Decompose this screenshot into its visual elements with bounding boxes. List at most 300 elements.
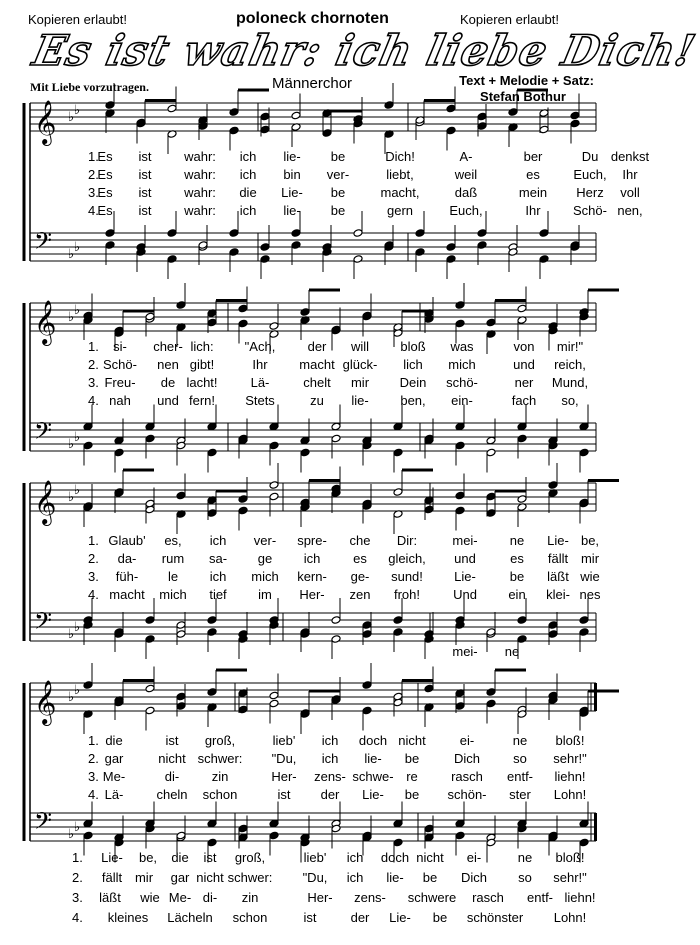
note-head — [539, 255, 549, 264]
lyric-syllable: ist — [138, 203, 152, 218]
note-head — [455, 319, 465, 328]
lyric-syllable: be — [404, 787, 420, 802]
lyric-syllable: reich, — [554, 357, 586, 372]
lyric-line-verse-4 — [70, 586, 601, 604]
lyric-syllable: ver- — [253, 533, 277, 548]
lyric-syllable: kern- — [297, 569, 327, 584]
note-head — [291, 229, 301, 238]
lyric-syllable: der — [307, 339, 327, 354]
note-head — [517, 635, 527, 644]
lyric-syllable: ne — [509, 533, 525, 548]
note-head — [229, 108, 239, 117]
lyric-syllable: wie — [580, 569, 600, 584]
lyric-syllable: wahr: — [184, 203, 216, 218]
lyric-syllable: Ihr — [525, 203, 541, 218]
lyric-syllable: ich — [209, 533, 227, 548]
lyric-syllable: ich — [346, 870, 364, 885]
key-flat: ♭ — [68, 310, 75, 325]
lyric-syllable: Stets — [245, 393, 275, 408]
lyric-syllable: ist — [165, 733, 179, 748]
lyric-syllable: be — [509, 569, 525, 584]
lyric-syllable: schon — [202, 787, 238, 802]
note-head — [238, 304, 248, 313]
lyric-syllable: bloß — [400, 339, 426, 354]
lyric-syllable: froh! — [393, 587, 421, 602]
author-name: Stefan Bothur — [480, 89, 566, 104]
note-head — [393, 838, 403, 847]
note-head — [362, 621, 372, 630]
note-head — [105, 229, 115, 238]
lyric-syllable: lacht! — [186, 375, 218, 390]
lyric-syllable: mir — [350, 375, 370, 390]
lyric-syllable: lie- — [386, 870, 404, 885]
note-head — [269, 691, 279, 700]
key-flat: ♭ — [68, 110, 75, 125]
lyric-syllable: lich: — [190, 339, 214, 354]
lyric-syllable: fach — [511, 393, 537, 408]
note-head — [393, 488, 403, 497]
lyric-syllable: de — [160, 375, 176, 390]
lyric-syllable: denkst — [610, 149, 650, 164]
lyric-syllable: "Du, — [271, 751, 297, 766]
lyric-syllable: kleines — [107, 910, 149, 925]
lyric-syllable: che — [349, 533, 371, 548]
lyric-syllable: macht, — [380, 185, 420, 200]
note-head — [229, 229, 239, 238]
lyric-syllable: nicht — [158, 751, 186, 766]
lyric-syllable: schö- — [446, 375, 478, 390]
lyric-syllable: Es — [97, 185, 113, 200]
lyric-syllable: be — [330, 185, 346, 200]
note-head — [424, 833, 434, 842]
lyric-syllable: Lie- — [389, 910, 411, 925]
lyric-syllable: nen, — [617, 203, 643, 218]
note-head — [269, 481, 279, 490]
lyric-syllable: läßt — [547, 569, 569, 584]
song-title: Es ist wahr: ich liebe Dich! — [28, 26, 700, 75]
note-head — [83, 819, 93, 828]
note-head — [269, 831, 279, 840]
lyric-syllable: ich — [321, 733, 339, 748]
bass-lyric-line-verse-3 — [70, 888, 595, 908]
lyric-syllable: nes — [579, 587, 601, 602]
note-head — [331, 422, 341, 431]
note-head — [238, 824, 248, 833]
lyric-syllable: lie- — [351, 393, 369, 408]
note-head — [579, 838, 589, 847]
lyric-syllable: die — [239, 185, 257, 200]
lyric-syllable: A- — [459, 149, 473, 164]
lyric-syllable: Euch, — [449, 203, 483, 218]
bass-lyric-line-verse-4 — [70, 908, 595, 928]
lyric-syllable: 2. — [72, 870, 83, 885]
lyric-syllable: be — [330, 203, 346, 218]
lyric-line-verse-2 — [70, 356, 595, 374]
lyric-syllable: weil — [454, 167, 478, 182]
lyric-syllable: lieb' — [272, 733, 296, 748]
lyric-syllable: es — [510, 551, 524, 566]
note-head — [384, 101, 394, 110]
bass-clef: 𝄢 — [34, 807, 53, 840]
note-head — [393, 628, 403, 637]
lyric-line-verse-2 — [70, 166, 638, 184]
lyric-syllable: lich — [403, 357, 423, 372]
lyric-syllable: Und — [453, 587, 477, 602]
lyric-line-verse-2 — [70, 550, 600, 568]
lyric-syllable: ist — [303, 910, 317, 925]
lyric-syllable: klei- — [546, 587, 570, 602]
note-head — [269, 422, 279, 431]
note-head — [508, 108, 518, 117]
lyric-syllable: be, — [580, 533, 600, 548]
lyric-syllable: schwere — [407, 890, 457, 905]
lyric-syllable: ner — [514, 375, 534, 390]
lyric-syllable: "Du, — [302, 870, 328, 885]
note-head — [331, 635, 341, 644]
lyric-syllable: be, — [138, 850, 158, 865]
key-flat: ♭ — [68, 627, 75, 642]
note-head — [424, 684, 434, 693]
note-head — [238, 319, 248, 328]
note-head — [322, 129, 332, 138]
lyric-syllable: nicht — [416, 850, 444, 865]
note-head — [579, 422, 589, 431]
note-head — [486, 448, 496, 457]
treble-clef: 𝄞 — [34, 100, 57, 144]
note-head — [238, 833, 248, 842]
note-head — [105, 101, 115, 110]
lyric-syllable: daß — [454, 185, 478, 200]
lyric-syllable: Dich — [460, 870, 488, 885]
note-head — [517, 616, 527, 625]
note-head — [517, 304, 527, 313]
note-head — [145, 684, 155, 693]
lyric-syllable: der — [350, 910, 370, 925]
note-head — [446, 104, 456, 113]
note-head — [477, 241, 487, 250]
note-head — [207, 616, 217, 625]
lyric-line-verse-4 — [70, 202, 643, 220]
lyric-syllable: liebt, — [386, 167, 414, 182]
lyric-syllable: bloß! — [555, 733, 585, 748]
lyric-syllable: mich — [448, 357, 476, 372]
lyric-syllable: will — [350, 339, 370, 354]
note-head — [455, 831, 465, 840]
lyric-syllable: 2. — [88, 551, 99, 566]
note-head — [83, 681, 93, 690]
note-head — [207, 318, 217, 327]
lyric-syllable: sehr!" — [553, 751, 587, 766]
lyric-line-verse-1 — [70, 732, 595, 750]
key-flat: ♭ — [74, 303, 81, 318]
lyric-syllable: Herz — [576, 185, 604, 200]
lyric-syllable: nicht — [196, 870, 224, 885]
note-head — [570, 111, 580, 120]
lyric-syllable: 1. — [88, 149, 99, 164]
lyric-syllable: Euch, — [573, 167, 607, 182]
lyric-syllable: ber — [523, 149, 543, 164]
note-head — [477, 229, 487, 238]
note-head — [291, 241, 301, 250]
note-head — [486, 318, 496, 327]
lyric-syllable: füh- — [115, 569, 139, 584]
lyric-syllable: so — [513, 751, 527, 766]
lyric-syllable: Lohn! — [553, 910, 587, 925]
note-head — [539, 229, 549, 238]
lyric-syllable: mir — [580, 551, 600, 566]
lyric-syllable: groß, — [204, 733, 236, 748]
lyric-syllable: spre- — [297, 533, 327, 548]
lyric-syllable: da- — [117, 551, 137, 566]
lyric-syllable: ster — [509, 787, 531, 802]
lyric-line-verse-3 — [70, 184, 640, 202]
note-head — [145, 434, 155, 443]
lyric-syllable: Es — [97, 167, 113, 182]
note-head — [393, 616, 403, 625]
lyric-line-verse-3 — [70, 374, 595, 392]
key-flat: ♭ — [74, 620, 81, 635]
note-head — [579, 616, 589, 625]
note-head — [145, 635, 155, 644]
lyric-syllable: Es — [97, 203, 113, 218]
note-head — [105, 241, 115, 250]
note-head — [176, 692, 186, 701]
lyric-line-verse-4 — [70, 392, 595, 410]
lyric-syllable: ich — [209, 569, 227, 584]
lyric-line-verse-1 — [70, 532, 600, 550]
lyric-syllable: fällt — [547, 551, 569, 566]
lyric-syllable: wahr: — [184, 149, 216, 164]
lyric-syllable: ein — [508, 587, 526, 602]
lyric-syllable: 1. — [72, 850, 83, 865]
note-head — [393, 692, 403, 701]
lyric-syllable: le — [167, 569, 179, 584]
lyric-line-verse-2 — [70, 750, 595, 768]
key-flat: ♭ — [68, 247, 75, 262]
lyric-syllable: sa- — [208, 551, 228, 566]
note-head — [207, 422, 217, 431]
lyric-syllable: es, — [164, 533, 182, 548]
lyric-syllable: Her- — [271, 769, 297, 784]
note-head — [269, 699, 279, 708]
lyric-syllable: schwer: — [197, 751, 243, 766]
lyric-syllable: mich — [251, 569, 279, 584]
lyric-syllable: und — [157, 393, 179, 408]
lyric-syllable: 2. — [88, 167, 99, 182]
lyric-syllable: im — [258, 587, 272, 602]
treble-clef: 𝄞 — [34, 480, 57, 524]
lyric-syllable: macht — [299, 357, 335, 372]
lyric-syllable: 1. — [88, 339, 99, 354]
lyric-syllable: sund! — [391, 569, 423, 584]
note-head — [136, 119, 146, 128]
note-head — [176, 621, 186, 630]
note-head — [486, 688, 496, 697]
lyric-syllable: Freu- — [104, 375, 136, 390]
lyric-syllable: ich — [239, 203, 257, 218]
note-head — [486, 509, 496, 518]
note-head — [176, 702, 186, 711]
lyric-syllable: tief — [209, 587, 227, 602]
lyric-syllable: zens- — [314, 769, 346, 784]
note-head — [331, 434, 341, 443]
lyric-line-verse-3 — [70, 768, 595, 786]
lyric-syllable: gern — [386, 203, 414, 218]
lyric-syllable: ist — [203, 850, 217, 865]
note-head — [114, 436, 124, 445]
note-head — [548, 630, 558, 639]
ensemble-label: Männerchor — [272, 75, 353, 92]
copy-notice-left: Kopieren erlaubt! — [28, 12, 128, 27]
note-head — [579, 448, 589, 457]
lyric-line-verse-1 — [70, 148, 650, 166]
credit-label: Text + Melodie + Satz: — [459, 73, 594, 88]
note-head — [455, 819, 465, 828]
lyric-syllable: und — [513, 357, 535, 372]
lyric-syllable: 3. — [72, 890, 83, 905]
note-head — [424, 505, 434, 514]
lyric-syllable: 1. — [88, 533, 99, 548]
lyric-syllable: doch — [380, 850, 410, 865]
note-head — [207, 448, 217, 457]
lyric-syllable: liehn! — [564, 890, 596, 905]
lyric-syllable: Lä- — [250, 375, 270, 390]
note-head — [83, 422, 93, 431]
lyric-syllable: wahr: — [184, 185, 216, 200]
lyric-syllable: macht — [109, 587, 145, 602]
lyric-syllable: 1. — [88, 733, 99, 748]
lyric-syllable: 3. — [88, 375, 99, 390]
lyric-syllable: nen — [157, 357, 179, 372]
lyric-syllable: und — [454, 551, 476, 566]
lyric-syllable: si- — [113, 339, 127, 354]
note-head — [207, 628, 217, 637]
lyric-syllable: ben, — [400, 393, 426, 408]
lyric-syllable: Lohn! — [553, 787, 587, 802]
lyric-syllable: Es — [97, 149, 113, 164]
lyric-syllable: Lie- — [362, 787, 384, 802]
lyric-syllable: ich — [239, 167, 257, 182]
lyric-syllable: ne — [517, 850, 533, 865]
bass-clef: 𝄢 — [34, 227, 53, 260]
note-head — [415, 229, 425, 238]
key-flat: ♭ — [68, 690, 75, 705]
note-head — [83, 441, 93, 450]
lyric-syllable: nicht — [398, 733, 426, 748]
lyric-syllable: Dein — [399, 375, 427, 390]
note-head — [548, 481, 558, 490]
lyric-syllable: ich — [321, 751, 339, 766]
note-head — [486, 492, 496, 501]
lyric-syllable: ei- — [466, 850, 482, 865]
lyric-syllable: Lie- — [101, 850, 123, 865]
note-head — [455, 506, 465, 515]
lyric-line-verse-1 — [70, 338, 595, 356]
note-head — [477, 112, 487, 121]
lyric-syllable: 2. — [88, 357, 99, 372]
key-flat: ♭ — [74, 683, 81, 698]
note-head — [300, 436, 310, 445]
note-head — [362, 630, 372, 639]
lyric-syllable: Lächeln — [167, 910, 213, 925]
note-head — [207, 819, 217, 828]
note-head — [455, 422, 465, 431]
site-title: poloneck chornoten — [236, 10, 389, 27]
note-head — [229, 126, 239, 135]
bass-clef: 𝄢 — [34, 607, 53, 640]
lyric-syllable: ver- — [326, 167, 350, 182]
note-head — [238, 506, 248, 515]
lyric-syllable: nah — [109, 393, 131, 408]
note-head — [362, 681, 372, 690]
note-head — [579, 819, 589, 828]
note-head — [176, 301, 186, 310]
lyric-syllable: Lie- — [454, 569, 476, 584]
lyric-syllable: zen — [349, 587, 371, 602]
lyric-syllable: ne — [512, 733, 528, 748]
lyric-syllable: ge- — [350, 569, 370, 584]
lyric-syllable: voll — [620, 185, 640, 200]
bass-lyric-line-verse-1 — [70, 848, 595, 868]
note-head — [455, 441, 465, 450]
lyric-syllable: es — [353, 551, 367, 566]
lyric-syllable: fern! — [188, 393, 216, 408]
note-head — [207, 838, 217, 847]
lyric-syllable: Me- — [102, 769, 126, 784]
lyric-syllable: be — [432, 910, 448, 925]
note-head — [260, 125, 270, 134]
lyric-syllable: zin — [211, 769, 229, 784]
note-head — [362, 706, 372, 715]
lyric-syllable: 4. — [88, 587, 99, 602]
note-head — [145, 422, 155, 431]
lyric-syllable: läßt — [99, 890, 121, 905]
lyric-syllable: Lä- — [104, 787, 124, 802]
bass-lyric-line — [70, 643, 595, 661]
lyric-syllable: Ihr — [622, 167, 638, 182]
lyric-syllable: schwe- — [352, 769, 394, 784]
note-head — [300, 308, 310, 317]
lyric-syllable: rum — [161, 551, 185, 566]
lyric-syllable: ich — [346, 850, 364, 865]
note-head — [167, 229, 177, 238]
lyric-syllable: liehn! — [554, 769, 586, 784]
lyric-syllable: re — [406, 769, 418, 784]
lyric-syllable: Her- — [307, 890, 333, 905]
lyric-syllable: gibt! — [189, 357, 215, 372]
lyric-syllable: ist — [277, 787, 291, 802]
note-head — [145, 706, 155, 715]
lyric-syllable: Lie- — [281, 185, 303, 200]
lyric-syllable: 3. — [88, 769, 99, 784]
lyric-syllable: 4. — [88, 203, 99, 218]
lyric-syllable: Dich! — [385, 149, 415, 164]
lyric-syllable: mir — [134, 870, 154, 885]
lyric-syllable: Dich — [453, 751, 481, 766]
lyric-syllable: ist — [138, 167, 152, 182]
bass-lyric-line-verse-2 — [70, 868, 595, 888]
note-head — [353, 229, 363, 238]
note-head — [517, 434, 527, 443]
treble-clef: 𝄞 — [34, 300, 57, 344]
note-head — [579, 628, 589, 637]
note-head — [486, 699, 496, 708]
lyric-syllable: der — [320, 787, 340, 802]
lyric-syllable: rasch — [472, 890, 504, 905]
lyric-syllable: ich — [239, 149, 257, 164]
lyric-syllable: es — [526, 167, 540, 182]
lyric-syllable: gleich, — [388, 551, 426, 566]
